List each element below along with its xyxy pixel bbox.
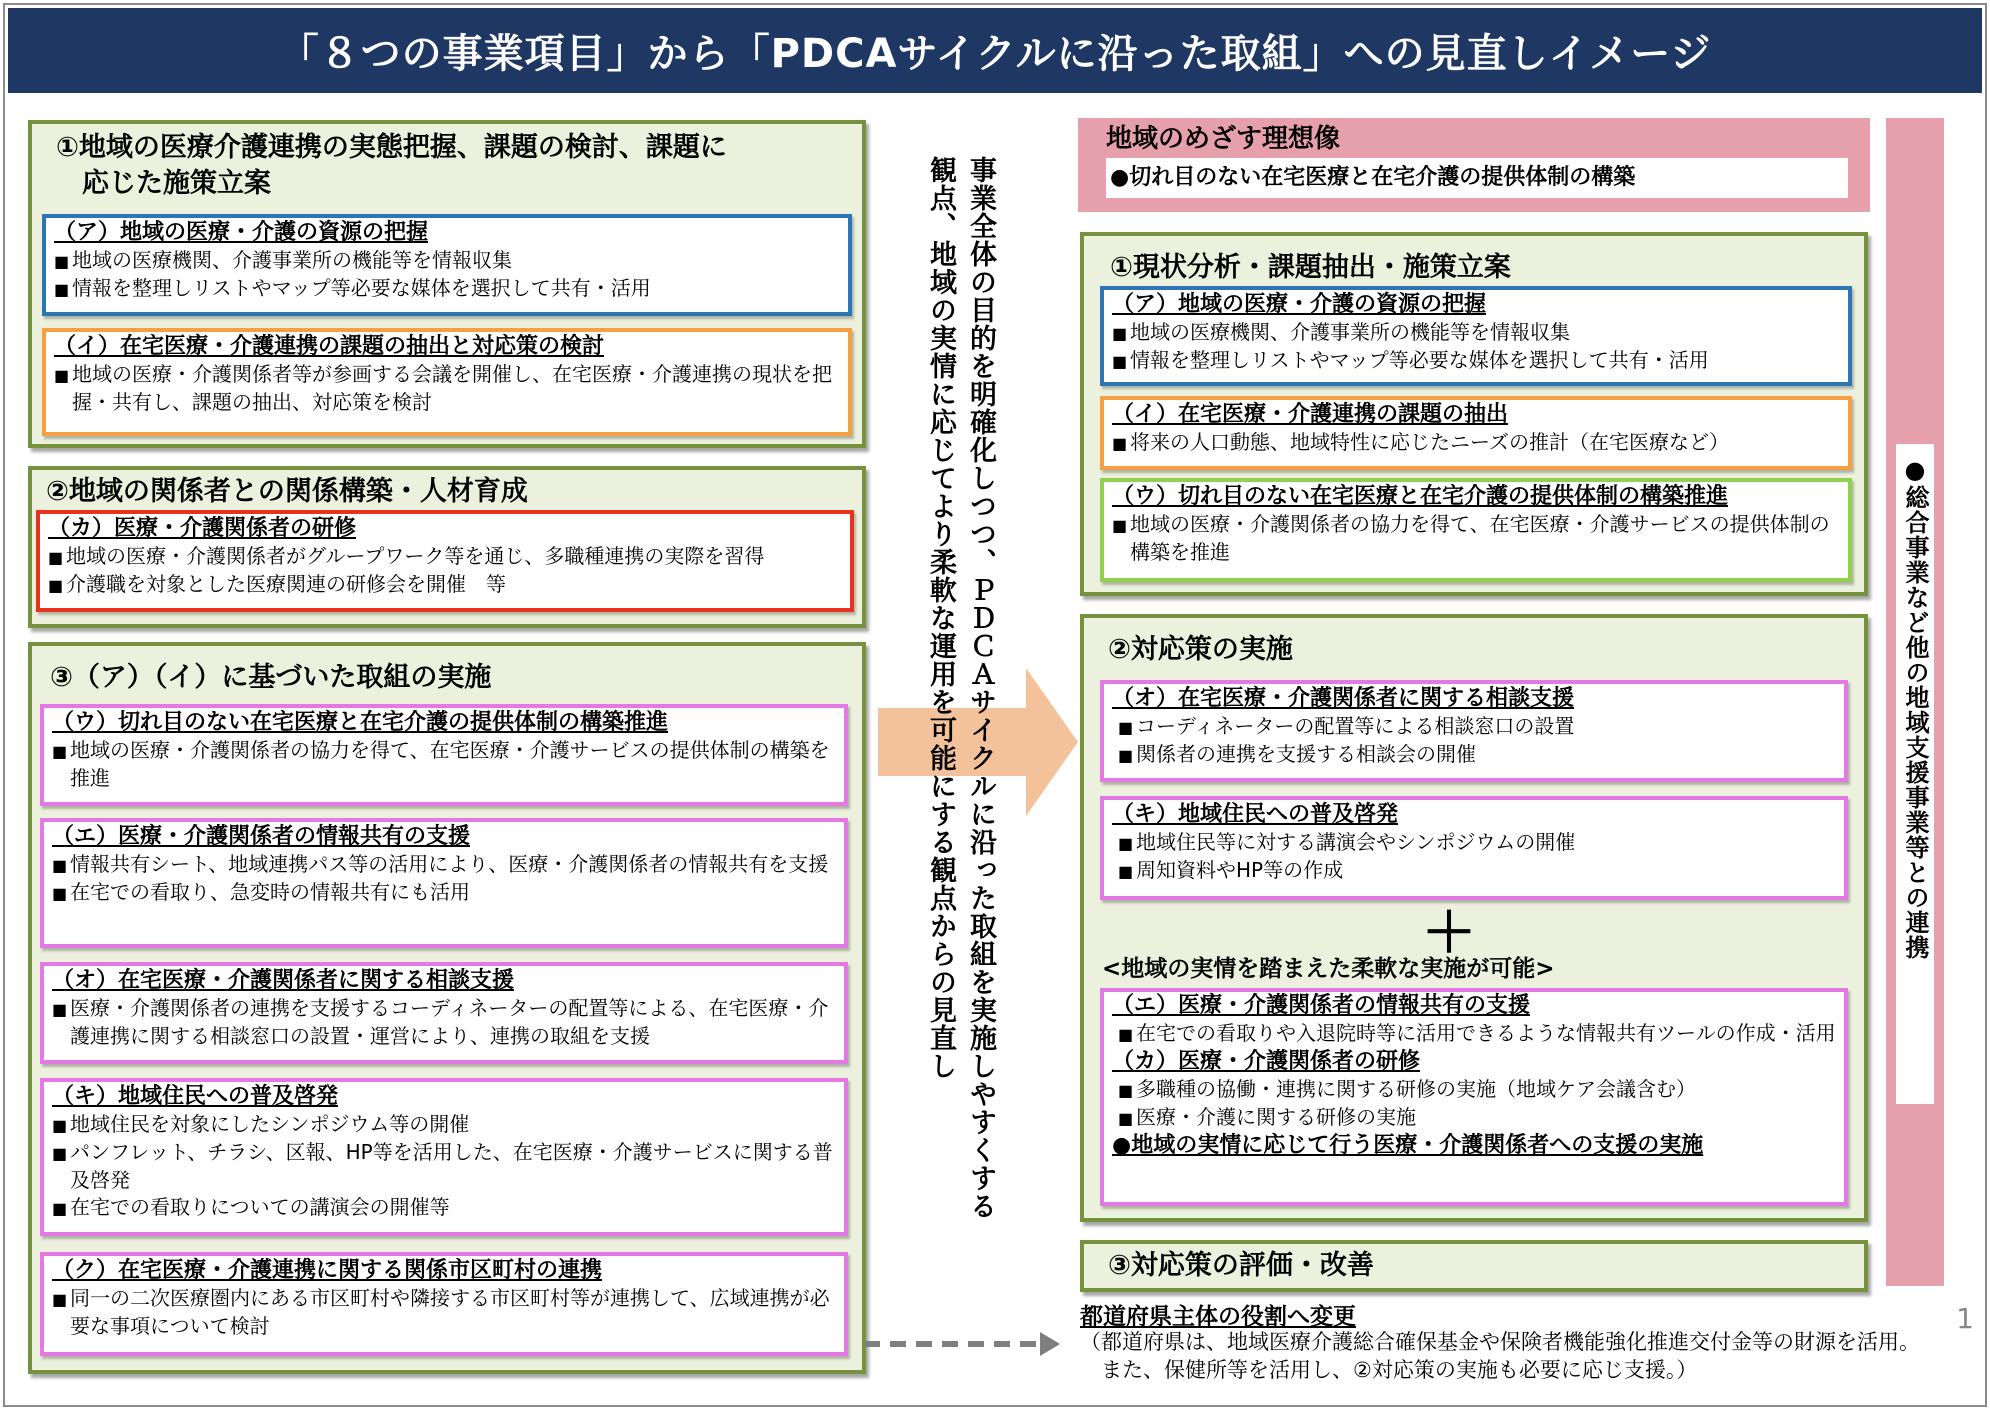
left-section-1 bbox=[28, 120, 866, 448]
left-section-2-title: ②地域の関係者との関係構築・人材育成 bbox=[46, 476, 528, 507]
right-box-i-head: （イ）在宅医療・介護連携の課題の抽出 bbox=[1112, 402, 1509, 427]
list-item: ■ 将来の人口動態、地域特性に応じたニーズの推計（在宅医療など） bbox=[1112, 429, 1842, 457]
side-panel bbox=[1886, 118, 1944, 1286]
ideal-title: 地域のめざす理想像 bbox=[1106, 124, 1341, 154]
list-item: ■ 医療・介護に関する研修の実施 bbox=[1118, 1104, 1838, 1132]
ideal-item: ●切れ目のない在宅医療と在宅介護の提供体制の構築 bbox=[1106, 158, 1848, 198]
right-box-ka-list bbox=[1104, 1076, 1844, 1132]
right-box-flex bbox=[1100, 988, 1848, 1206]
right-box-i bbox=[1100, 396, 1852, 470]
right-box-a-head: （ア）地域の医療・介護の資源の把握 bbox=[1112, 292, 1487, 317]
left-box-o bbox=[40, 962, 848, 1064]
list-item: ■ 関係者の連携を支援する相談会の開催 bbox=[1118, 741, 1838, 769]
right-section-1 bbox=[1080, 232, 1868, 596]
left-box-e-list bbox=[44, 851, 844, 907]
list-item: ■ 周知資料やHP等の作成 bbox=[1118, 857, 1838, 885]
right-box-o-list bbox=[1104, 713, 1844, 769]
left-box-u bbox=[40, 704, 848, 806]
list-item: ■ 地域の医療・介護関係者の協力を得て、在宅医療・介護サービスの提供体制の構築を推進 bbox=[1112, 511, 1842, 566]
list-item: ■ 地域の医療機関、介護事業所の機能等を情報収集 bbox=[1112, 319, 1842, 347]
middle-vertical-text-1: 事業全体の目的を明確化しつつ、ＰＤＣＡサイクルに沿った取組を実施しやすくする bbox=[965, 156, 996, 1220]
dashed-arrow bbox=[862, 1330, 1062, 1358]
list-item: ■ 介護職を対象とした医療関連の研修会を開催 等 bbox=[48, 571, 844, 599]
list-item: ■ 多職種の協働・連携に関する研修の実施（地域ケア会議含む） bbox=[1118, 1076, 1838, 1104]
list-item: ■ 医療・介護関係者の連携を支援するコーディネーターの配置等による、在宅医療・介護連携に関する相談窓口の設置・運営により、連携の取組を支援 bbox=[52, 995, 838, 1050]
left-section-2 bbox=[28, 466, 866, 628]
left-box-ku-list bbox=[44, 1285, 844, 1340]
left-box-a-head: （ア）地域の医療・介護の資源の把握 bbox=[54, 220, 429, 245]
ideal-panel bbox=[1078, 118, 1870, 212]
side-panel-text: ●総合事業など他の地域支援事業等との連携 bbox=[1896, 444, 1934, 1104]
left-box-o-head: （オ）在宅医療・介護関係者に関する相談支援 bbox=[52, 968, 515, 993]
left-section-1-title bbox=[56, 130, 727, 202]
middle-vertical-text-2: 観点、地域の実情に応じてより柔軟な運用を可能にする観点からの見直し bbox=[925, 156, 956, 1080]
left-section-1-title-line2: 応じた施策立案 bbox=[82, 168, 271, 199]
right-section-1-title: ①現状分析・課題抽出・施策立案 bbox=[1110, 252, 1511, 283]
right-box-a-list bbox=[1104, 319, 1848, 375]
left-box-ka-list bbox=[40, 543, 850, 599]
left-box-u-head: （ウ）切れ目のない在宅医療と在宅介護の提供体制の構築推進 bbox=[52, 710, 669, 735]
list-item: ■ 在宅での看取りについての講演会の開催等 bbox=[52, 1194, 838, 1222]
left-section-1-title-line1: ①地域の医療介護連携の実態把握、課題の検討、課題に bbox=[56, 132, 727, 163]
left-section-3-title: ③（ア）（イ）に基づいた取組の実施 bbox=[50, 662, 492, 693]
right-section-3-title: ③対応策の評価・改善 bbox=[1108, 1250, 1374, 1281]
left-box-i bbox=[42, 328, 852, 436]
left-box-ki bbox=[40, 1078, 848, 1236]
prefecture-role-line1: （都道府県は、地域医療介護総合確保基金や保険者機能強化推進交付金等の財源を活用。 bbox=[1080, 1330, 1920, 1354]
left-box-ku-head: （ク）在宅医療・介護連携に関する関係市区町村の連携 bbox=[52, 1258, 603, 1283]
left-box-i-list bbox=[46, 361, 848, 416]
right-section-3 bbox=[1080, 1240, 1868, 1292]
list-item: ■ コーディネーターの配置等による相談窓口の設置 bbox=[1118, 713, 1838, 741]
left-box-ka bbox=[36, 510, 854, 612]
list-item: ■ 地域住民等に対する講演会やシンポジウムの開催 bbox=[1118, 829, 1838, 857]
left-box-o-list bbox=[44, 995, 844, 1050]
right-box-bold-item: ● 地域の実情に応じて行う医療・介護関係者への支援の実施 bbox=[1104, 1132, 1844, 1160]
list-item: ■ 同一の二次医療圏内にある市区町村や隣接する市区町村等が連携して、広域連携が必要な事項について検討 bbox=[52, 1285, 838, 1340]
prefecture-role-body bbox=[1080, 1328, 1920, 1384]
list-item: ■ 地域の医療機関、介護事業所の機能等を情報収集 bbox=[54, 247, 842, 275]
right-box-o-head: （オ）在宅医療・介護関係者に関する相談支援 bbox=[1112, 686, 1575, 711]
right-box-ki-head: （キ）地域住民への普及啓発 bbox=[1112, 802, 1399, 827]
left-box-e bbox=[40, 818, 848, 948]
list-item: ■ 地域住民を対象にしたシンポジウム等の開催 bbox=[52, 1111, 838, 1139]
left-box-ki-head: （キ）地域住民への普及啓発 bbox=[52, 1084, 339, 1109]
list-item: ■ 在宅での看取りや入退院時等に活用できるような情報共有ツールの作成・活用 bbox=[1118, 1020, 1838, 1048]
right-box-ki-list bbox=[1104, 829, 1844, 885]
right-box-ka-head: （カ）医療・介護関係者の研修 bbox=[1112, 1049, 1421, 1074]
plus-sign: ＋ bbox=[1422, 901, 1476, 964]
prefecture-role-title: 都道府県主体の役割へ変更 bbox=[1080, 1304, 1356, 1330]
right-section-2 bbox=[1080, 614, 1868, 1222]
left-box-a-list bbox=[46, 247, 848, 303]
list-item: ■ 在宅での看取り、急変時の情報共有にも活用 bbox=[52, 879, 838, 907]
right-box-u-head: （ウ）切れ目のない在宅医療と在宅介護の提供体制の構築推進 bbox=[1112, 484, 1729, 509]
list-item: ■ 地域の医療・介護関係者等が参画する会議を開催し、在宅医療・介護連携の現状を把握・共有し、課題の抽出、対応策を検討 bbox=[54, 361, 842, 416]
page-number: 1 bbox=[1956, 1302, 1974, 1335]
left-section-3 bbox=[28, 642, 866, 1374]
left-box-e-head: （エ）医療・介護関係者の情報共有の支援 bbox=[52, 824, 471, 849]
left-box-a bbox=[42, 214, 852, 316]
right-box-e-head: （エ）医療・介護関係者の情報共有の支援 bbox=[1112, 993, 1531, 1018]
list-item: ■ 情報共有シート、地域連携パス等の活用により、医療・介護関係者の情報共有を支援 bbox=[52, 851, 838, 879]
list-item: ■ 情報を整理しリストやマップ等必要な媒体を選択して共有・活用 bbox=[54, 275, 842, 303]
right-section-2-title: ②対応策の実施 bbox=[1108, 634, 1293, 665]
right-box-a bbox=[1100, 286, 1852, 386]
slide-title: 「８つの事業項目」から「PDCAサイクルに沿った取組」への見直しイメージ bbox=[8, 8, 1982, 93]
left-box-ku bbox=[40, 1252, 848, 1356]
list-item: ■ 情報を整理しリストやマップ等必要な媒体を選択して共有・活用 bbox=[1112, 347, 1842, 375]
left-box-ki-list bbox=[44, 1111, 844, 1222]
right-box-u-list bbox=[1104, 511, 1848, 566]
right-box-ki bbox=[1100, 796, 1848, 900]
list-item: ■ パンフレット、チラシ、区報、HP等を活用した、在宅医療・介護サービスに関する普及啓発 bbox=[52, 1139, 838, 1194]
list-item: ■ 地域の医療・介護関係者がグループワーク等を通じ、多職種連携の実際を習得 bbox=[48, 543, 844, 571]
right-box-i-list bbox=[1104, 429, 1848, 457]
left-box-i-head: （イ）在宅医療・介護連携の課題の抽出と対応策の検討 bbox=[54, 334, 605, 359]
prefecture-role-line2: また、保健所等を活用し、②対応策の実施も必要に応じ支援。） bbox=[1080, 1358, 1698, 1382]
right-box-o bbox=[1100, 680, 1848, 782]
list-item: ■ 地域の医療・介護関係者の協力を得て、在宅医療・介護サービスの提供体制の構築を推進 bbox=[52, 737, 838, 792]
right-box-u bbox=[1100, 478, 1852, 582]
left-box-u-list bbox=[44, 737, 844, 792]
right-box-e-list bbox=[1104, 1020, 1844, 1048]
left-box-ka-head: （カ）医療・介護関係者の研修 bbox=[48, 516, 357, 541]
flexible-note: <地域の実情を踏まえた柔軟な実施が可能> bbox=[1102, 956, 1555, 982]
